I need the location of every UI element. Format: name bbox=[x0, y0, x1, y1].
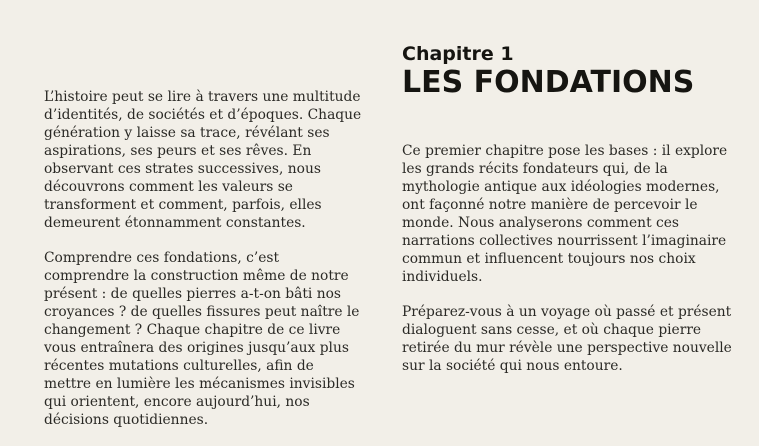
intro-paragraph: L’histoire peut se lire à travers une multitude d’identités, de sociétés et d’époques. Chaque génération y laisse sa trace, révélant ses aspirations, ses peurs et ses rêves. En observant ces strates successives, nous découvrons comment les valeurs se transforment et comment, parfois, elles demeurent étonnamment constantes. bbox=[44, 89, 362, 231]
chapter-invitation-paragraph: Préparez-vous à un voyage où passé et présent dialoguent sans cesse, et où chaque pierre retirée du mur révèle une perspective nouvelle sur la société qui nous entoure. bbox=[402, 304, 732, 374]
chapter-summary-paragraph: Ce premier chapitre pose les bases : il explore les grands récits fondateurs qui, de la mythologie antique aux idéologies modernes, ont façonné notre manière de percevoir le monde. Nous analyserons comment ces narrations collectives nourrissent l’imaginaire commun et influencent toujours nos choix individuels. bbox=[402, 143, 728, 285]
foundations-paragraph: Comprendre ces fondations, c’est comprendre la construction même de notre présent : de quelles pierres a-t-on bâti nos croyances ? de quelles fissures peut naître le changement ? Chaque chapitre de ce livre vous entraînera des origines jusqu’aux plus récentes mutations culturelles, afin de mettre en lumière les mécanismes invisibles qui orientent, encore aujourd’hui, nos décisions quotidiennes. bbox=[44, 250, 360, 428]
chapter-kicker: Chapitre 1 bbox=[402, 43, 514, 65]
left-text-column bbox=[44, 88, 364, 446]
right-text-column bbox=[402, 42, 742, 392]
chapter-title: LES FONDATIONS bbox=[402, 65, 695, 100]
